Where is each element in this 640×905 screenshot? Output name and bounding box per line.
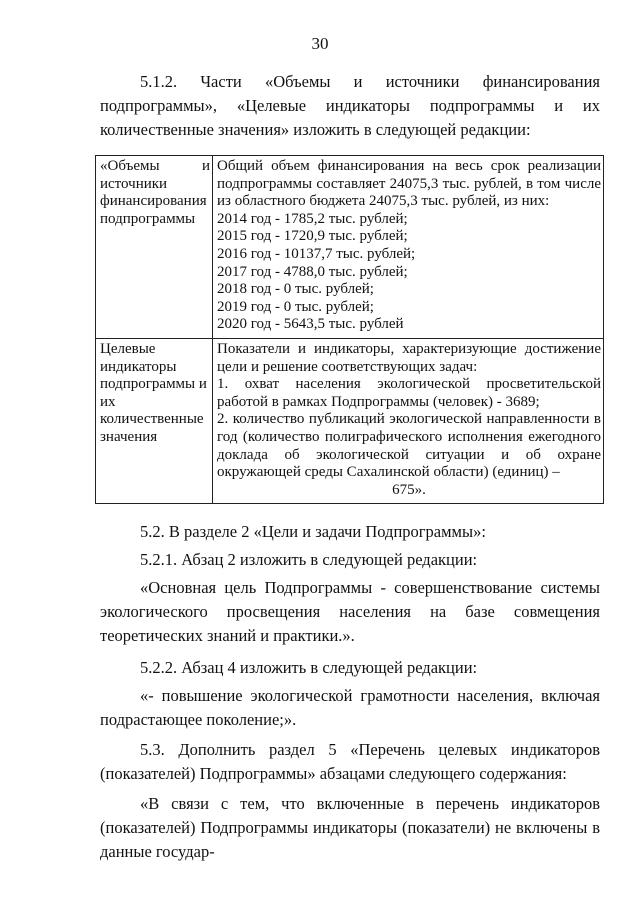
row2-item1: 1. охват населения экологической просветительской работой в рамках Подпрограммы (человек) - 3689; [217, 376, 601, 410]
row1-value [213, 156, 604, 339]
paragraph-5-2: 5.2. В разделе 2 «Цели и задачи Подпрограммы»: [140, 522, 486, 541]
paragraph-5-1-2: 5.1.2. Части «Объемы и источники финансирования подпрограммы», «Целевые индикаторы подпрограммы и их количественные значения» изложить в следующей редакции: [100, 72, 600, 139]
row2-intro: Показатели и индикаторы, характеризующие достижение цели и решение соответствующих задач: [217, 340, 601, 375]
passport-table [95, 155, 604, 504]
table-row [96, 156, 604, 339]
table-row [96, 338, 604, 503]
quote-indicators: «В связи с тем, что включенные в перечень индикаторов (показателей) Подпрограммы индикаторы (показатели) не включены в данные государ- [100, 794, 600, 861]
quote-literacy: «- повышение экологической грамотности населения, включая подрастающее поколение;». [100, 686, 600, 729]
year-line: 2020 год - 5643,5 тыс. рублей [217, 316, 404, 333]
year-line: 2018 год - 0 тыс. рублей; [217, 281, 374, 298]
paragraph-5-2-2: 5.2.2. Абзац 4 изложить в следующей редакции: [140, 658, 478, 677]
paragraph-5-2-1: 5.2.1. Абзац 2 изложить в следующей редакции: [140, 550, 478, 569]
year-line: 2014 год - 1785,2 тыс. рублей; [217, 210, 408, 227]
row2-label: Целевые индикаторы подпрограммы и их количественные значения [96, 338, 213, 503]
year-line: 2017 год - 4788,0 тыс. рублей; [217, 263, 408, 280]
year-line: 2016 год - 10137,7 тыс. рублей; [217, 245, 416, 262]
year-line: 2019 год - 0 тыс. рублей; [217, 298, 374, 315]
row2-item2: 2. количество публикаций экологической направленности в год (количество полиграфического исполнения ежегодного доклада об экологической ситуации и об охране окружающей среды Сахалинской области) (единиц) – [217, 411, 601, 481]
quote-main-goal: «Основная цель Подпрограммы - совершенствование системы экологического просвещения населения на базе совмещения теоретических знаний и практики.». [100, 578, 600, 645]
row1-label: «Объемы и источники финансирования подпрограммы [96, 156, 213, 339]
row2-value [213, 338, 604, 503]
paragraph-5-3: 5.3. Дополнить раздел 5 «Перечень целевых индикаторов (показателей) Подпрограммы» абзацами следующего содержания: [100, 740, 600, 783]
page-number: 30 [311, 34, 329, 53]
row1-intro: Общий объем финансирования на весь срок реализации подпрограммы составляет 24075,3 тыс. рублей, в том числе из областного бюджета 24075,3 тыс. рублей, из них: [217, 158, 601, 210]
row2-item2-end: 675». [392, 481, 426, 498]
year-line: 2015 год - 1720,9 тыс. рублей; [217, 228, 408, 245]
